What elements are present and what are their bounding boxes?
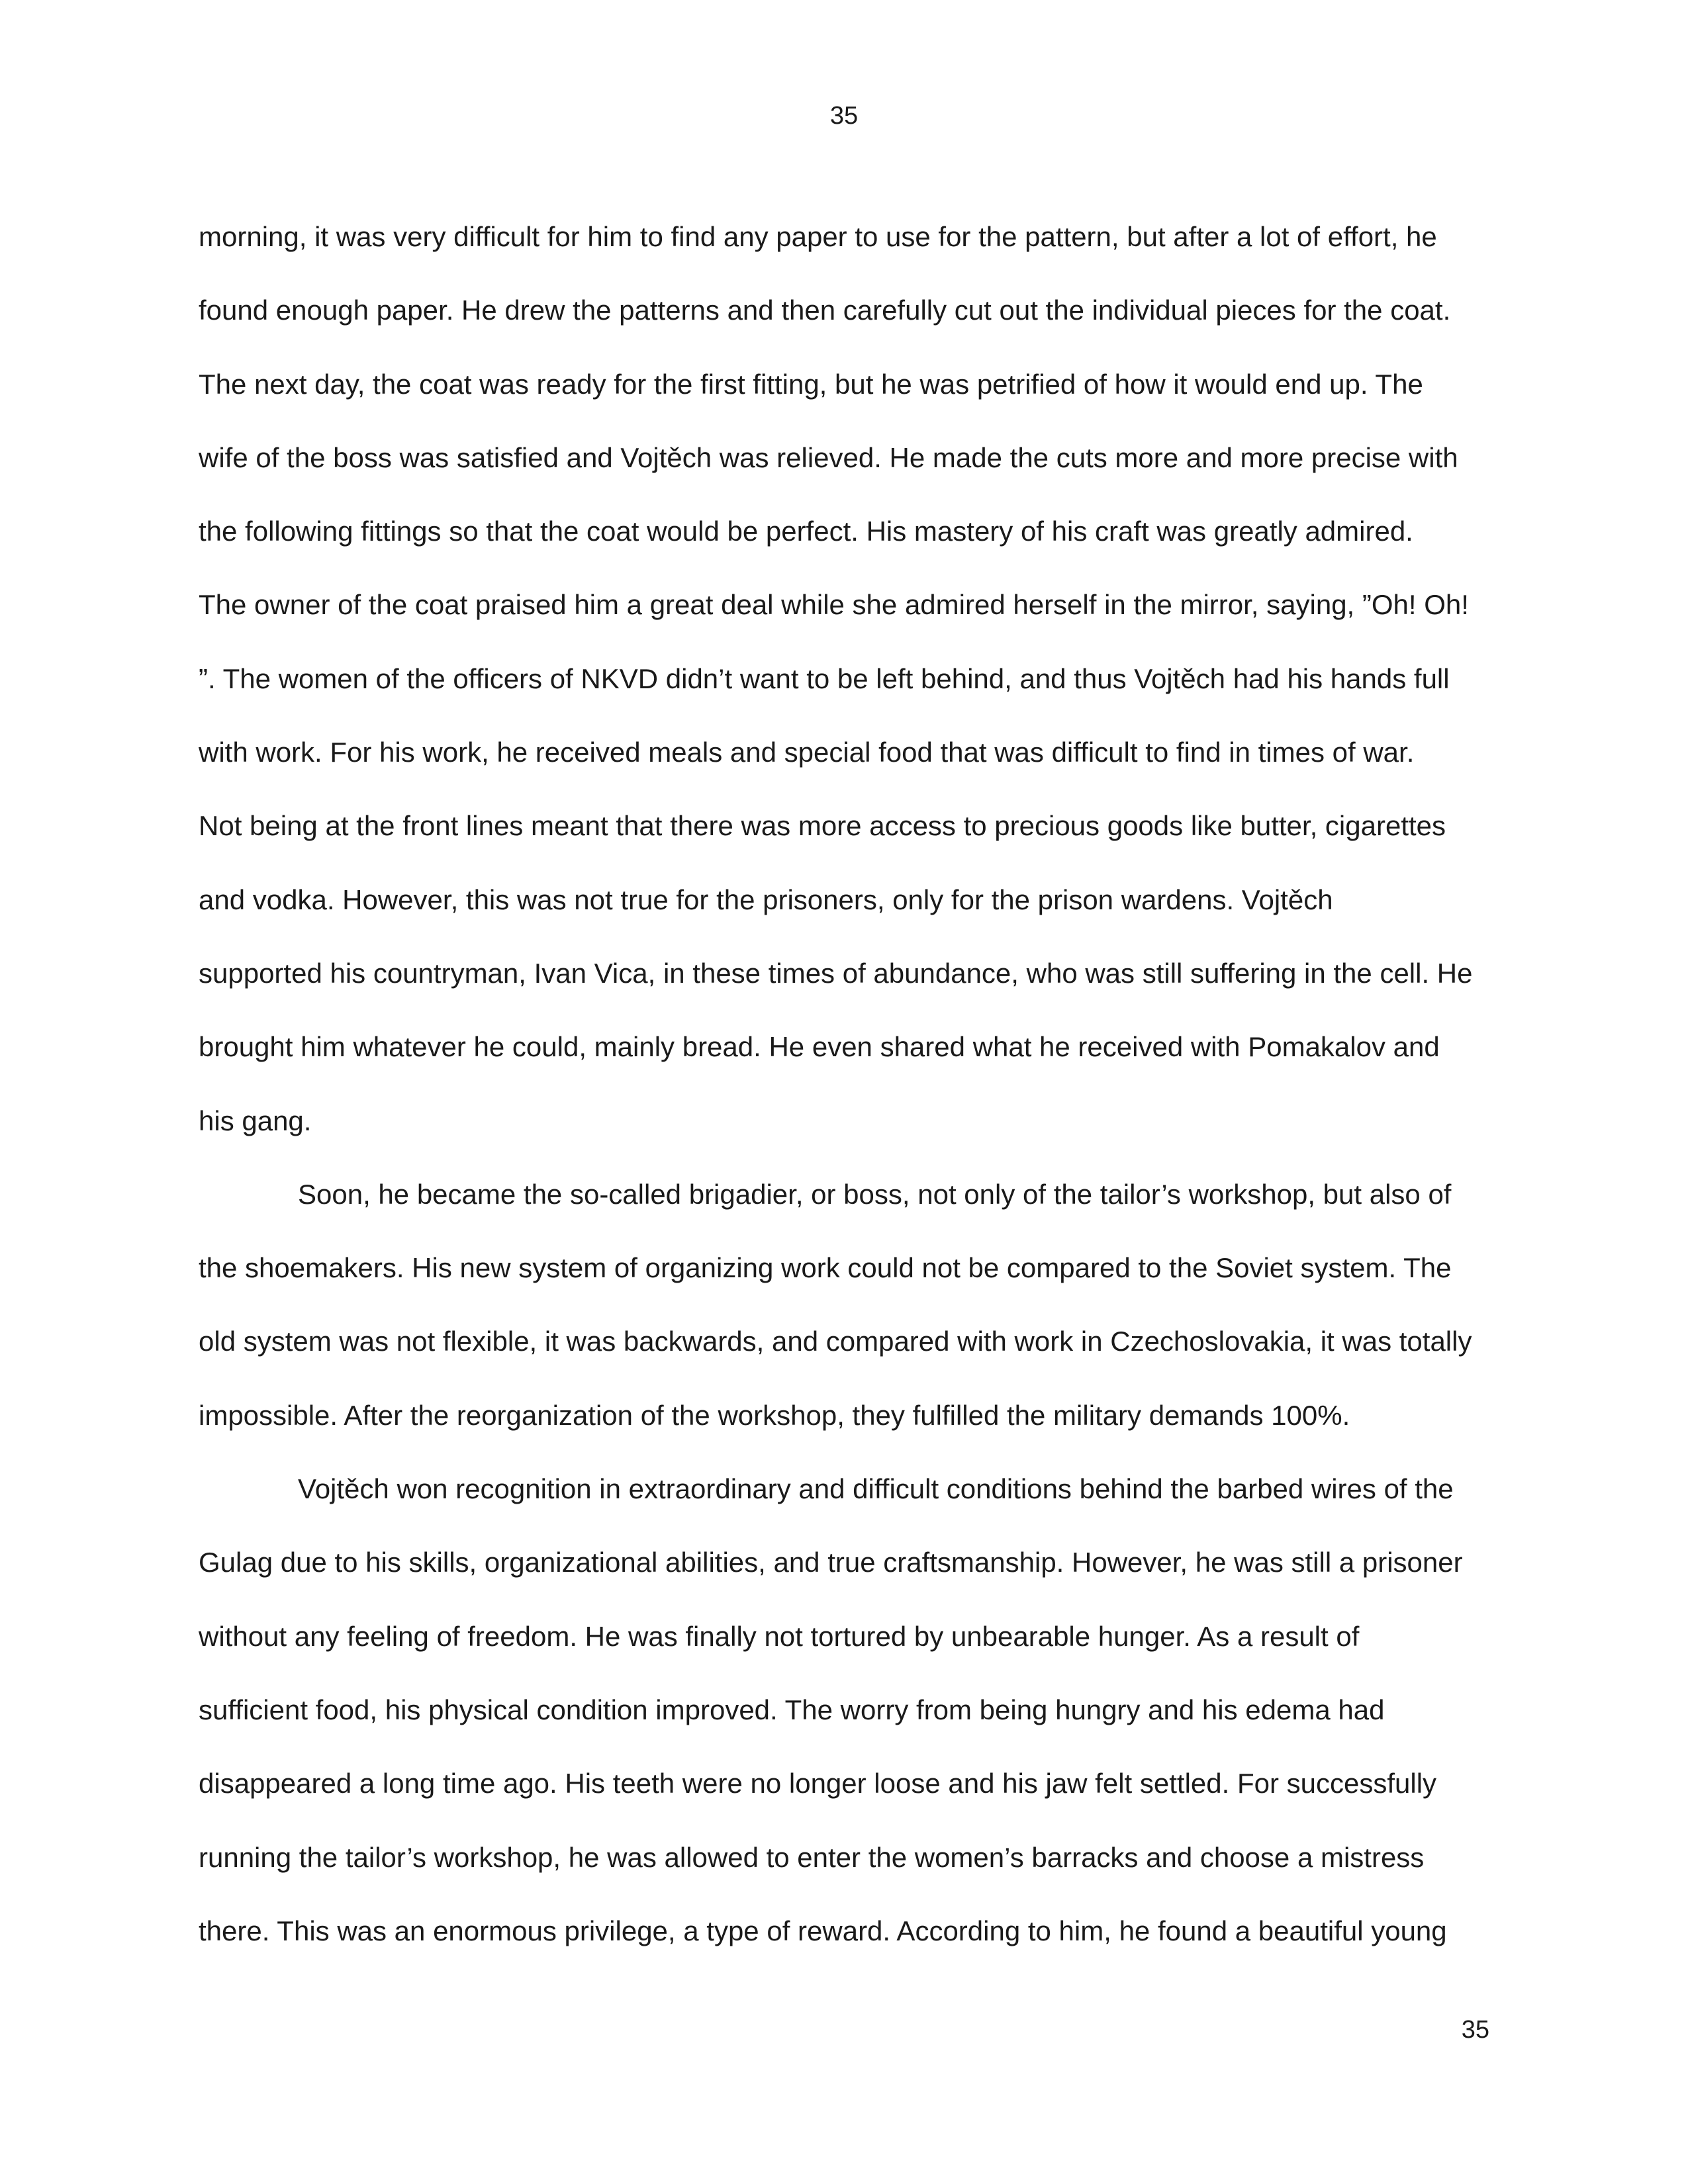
text-line: The next day, the coat was ready for the first fitting, but he was petrified of how it would end up. The <box>199 368 1423 400</box>
text-line: disappeared a long time ago. His teeth were no longer loose and his jaw felt settled. For successfully <box>199 1768 1437 1799</box>
paragraph-first-line: Soon, he became the so-called brigadier, or boss, not only of the tailor’s workshop, but also of <box>298 1178 1452 1210</box>
footer-page-number: 35 <box>1461 2016 1489 2044</box>
text-line: old system was not flexible, it was backwards, and compared with work in Czechoslovakia, it was totally <box>199 1326 1472 1357</box>
text-line: wife of the boss was satisfied and Vojtěch was relieved. He made the cuts more and more precise with <box>199 441 1458 473</box>
text-line: supported his countryman, Ivan Vica, in these times of abundance, who was still suffering in the cell. He <box>199 957 1473 989</box>
text-line: Not being at the front lines meant that there was more access to precious goods like butter, cigarettes <box>199 810 1446 842</box>
text-line: The owner of the coat praised him a great deal while she admired herself in the mirror, saying, ”Oh! Oh! <box>199 589 1469 621</box>
body-text <box>199 200 1489 1968</box>
text-line: the following fittings so that the coat would be perfect. His mastery of his craft was greatly admired. <box>199 516 1413 547</box>
header-page-number: 35 <box>829 102 859 130</box>
text-line: his gang. <box>199 1105 312 1136</box>
text-line: impossible. After the reorganization of the workshop, they fulfilled the military demands 100%. <box>199 1399 1350 1431</box>
text-line: sufficient food, his physical condition improved. The worry from being hungry and his edema had <box>199 1694 1385 1725</box>
paragraph-first-line: Vojtěch won recognition in extraordinary and difficult conditions behind the barbed wires of the <box>298 1473 1454 1505</box>
text-line: ”. The women of the officers of NKVD didn’t want to be left behind, and thus Vojtěch had his hands full <box>199 662 1450 694</box>
text-line: with work. For his work, he received meals and special food that was difficult to find in times of war. <box>199 737 1415 768</box>
text-line: the shoemakers. His new system of organizing work could not be compared to the Soviet system. The <box>199 1252 1452 1284</box>
text-line: found enough paper. He drew the patterns and then carefully cut out the individual pieces for the coat. <box>199 295 1451 326</box>
text-line: Gulag due to his skills, organizational abilities, and true craftsmanship. However, he was still a prisoner <box>199 1547 1463 1578</box>
text-line: without any feeling of freedom. He was finally not tortured by unbearable hunger. As a result of <box>199 1620 1360 1652</box>
text-line: brought him whatever he could, mainly bread. He even shared what he received with Pomakalov and <box>199 1031 1440 1063</box>
text-line: and vodka. However, this was not true for the prisoners, only for the prison wardens. Vojtěch <box>199 884 1333 915</box>
text-line: morning, it was very difficult for him to find any paper to use for the pattern, but after a lot of effort, he <box>199 221 1437 252</box>
text-line: there. This was an enormous privilege, a type of reward. According to him, he found a beautiful young <box>199 1915 1447 1946</box>
text-line: running the tailor’s workshop, he was allowed to enter the women’s barracks and choose a mistress <box>199 1841 1425 1873</box>
